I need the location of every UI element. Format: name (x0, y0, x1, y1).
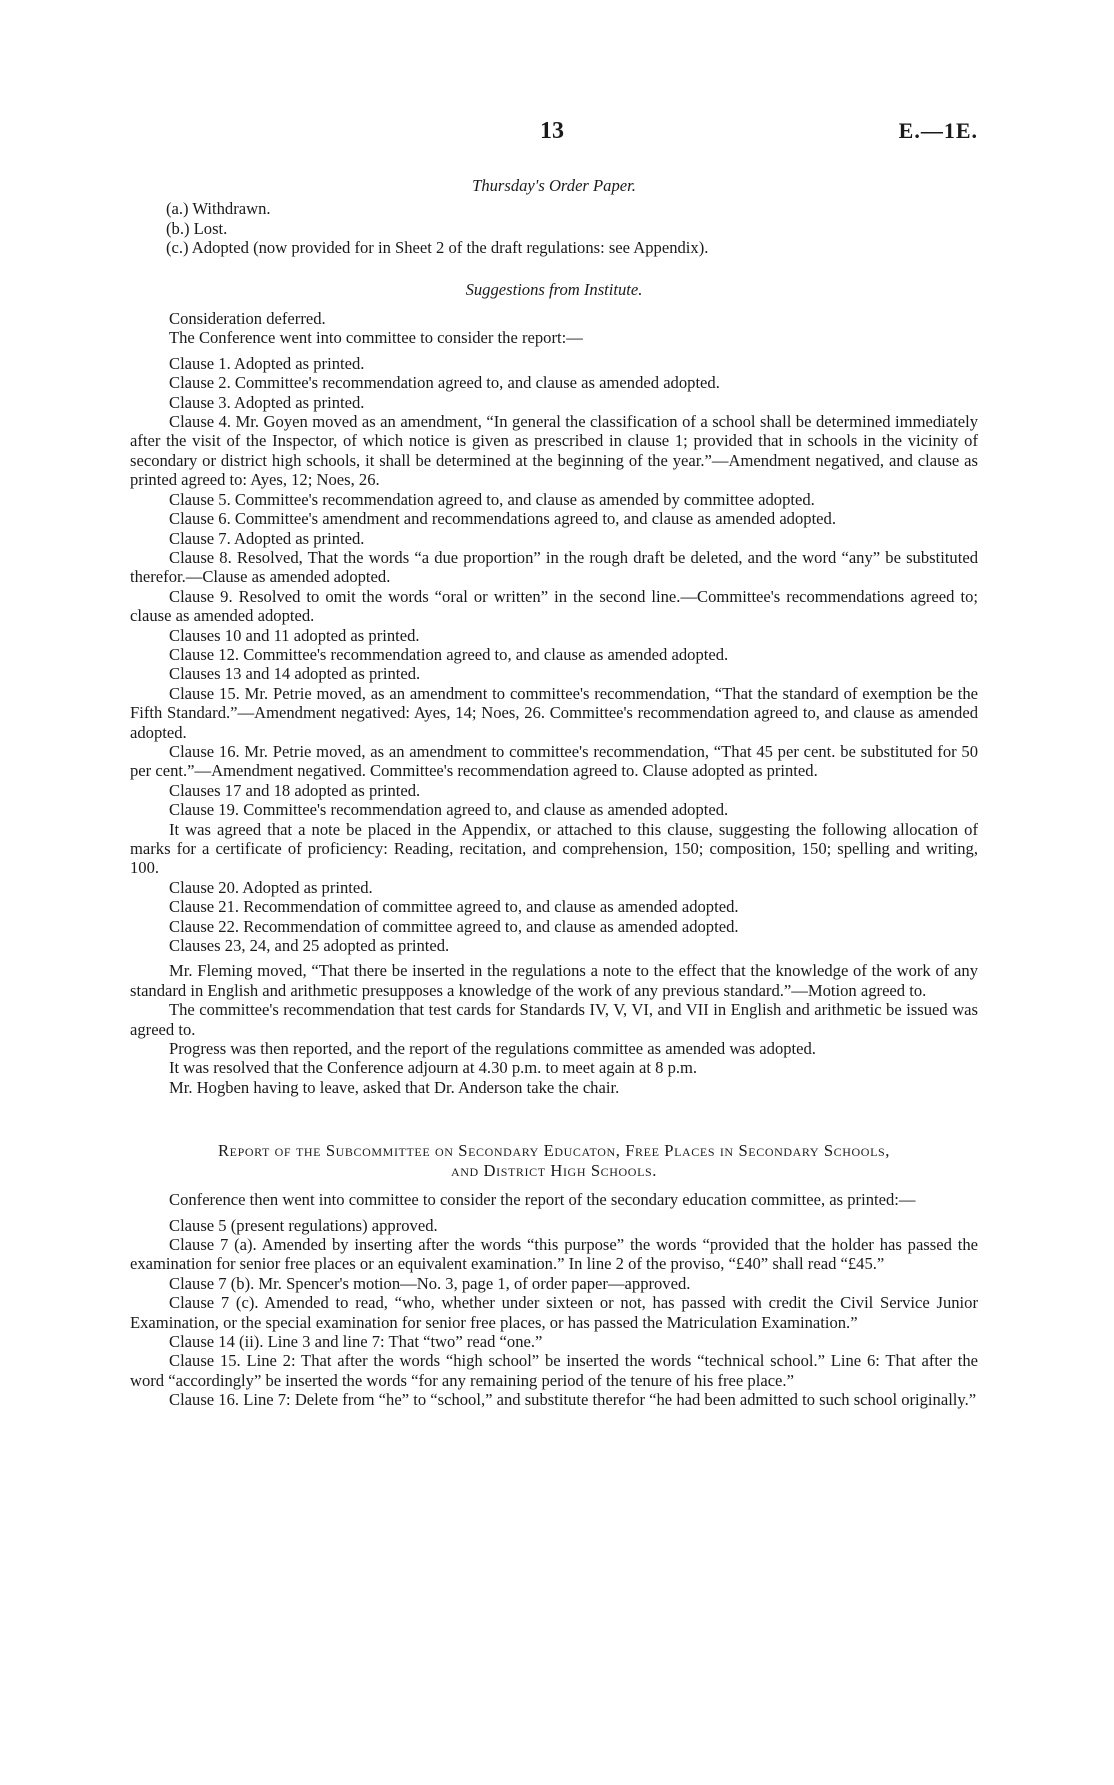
clause-paragraph: Clause 2. Committee's recommendation agreed to, and clause as amended adopted. (169, 373, 720, 393)
clause-paragraph: Clause 1. Adopted as printed. (169, 353, 365, 373)
secondary-paragraph: Clause 14 (ii). Line 3 and line 7: That “two” read “one.” (169, 1331, 543, 1351)
motion-paragraph: Progress was then reported, and the report of the regulations committee as amended was adopted. (169, 1039, 816, 1059)
clause-paragraph: Clauses 13 and 14 adopted as printed. (169, 664, 421, 684)
institute-heading: Suggestions from Institute. (465, 279, 643, 299)
clause-paragraph: Clause 5. Committee's recommendation agreed to, and clause as amended by committee adopted. (169, 489, 815, 509)
thursday-item: (a.) Withdrawn. (166, 199, 271, 219)
clause-paragraph: Clauses 17 and 18 adopted as printed. (169, 780, 421, 800)
secondary-paragraph: Clause 15. Line 2: That after the words “high school” be inserted the words “technical school.” Line 6: That after the word “accordingly” be inserted the words “for any remaining period of the tenure of his free place.” (130, 1351, 978, 1390)
thursday-item: (c.) Adopted (now provided for in Sheet 2 of the draft regulations: see Appendix). (166, 238, 709, 258)
clause-paragraph: Clause 15. Mr. Petrie moved, as an amendment to committee's recommendation, “That the standard of exemption be the Fifth Standard.”—Amendment negatived: Ayes, 14; Noes, 26. Committee's recommendation agreed to, and clause as amended adopted. (130, 683, 978, 742)
document-body (130, 176, 978, 1410)
clause-paragraph: Clauses 10 and 11 adopted as printed. (169, 625, 420, 645)
institute-line: Consideration deferred. (169, 309, 326, 329)
secondary-paragraph: Conference then went into committee to consider the report of the secondary education committee, as printed:— (169, 1190, 916, 1210)
document-reference: E.—1E. (898, 118, 978, 143)
thursday-list (130, 199, 978, 257)
clause-paragraph: Clause 7. Adopted as printed. (169, 528, 365, 548)
clause-paragraph: Clause 4. Mr. Goyen moved as an amendment, “In general the classification of a school shall be determined immediately after the visit of the Inspector, of which notice is given as prescribed in clause 1; provided that in schools in the vicinity of secondary or district high schools, it shall be determined at the beginning of the year.”—Amendment negatived, and clause as printed agreed to: Ayes, 12; Noes, 26. (130, 412, 978, 490)
motion-paragraph: Mr. Hogben having to leave, asked that Dr. Anderson take the chair. (169, 1077, 620, 1097)
secondary-paragraph: Clause 16. Line 7: Delete from “he” to “school,” and substitute therefor “he had been admitted to such school originally.” (169, 1390, 977, 1410)
motion-paragraph: The committee's recommendation that test cards for Standards IV, V, VI, and VII in English and arithmetic be issued was agreed to. (130, 1000, 978, 1039)
page-number: 13 (540, 118, 564, 144)
secondary-paragraph: Clause 5 (present regulations) approved. (169, 1215, 438, 1235)
clause-paragraph: Clause 22. Recommendation of committee agreed to, and clause as amended adopted. (169, 916, 739, 936)
secondary-paragraph: Clause 7 (b). Mr. Spencer's motion—No. 3, page 1, of order paper—approved. (169, 1273, 691, 1293)
clause-paragraph: It was agreed that a note be placed in the Appendix, or attached to this clause, suggesting the following allocation of marks for a certificate of proficiency: Reading, recitation, and comprehension, 150; composition, 150; spelling and writing, 100. (130, 819, 978, 878)
thursday-heading: Thursday's Order Paper. (472, 176, 636, 195)
secondary-heading (130, 1141, 978, 1180)
clause-paragraph: Clause 21. Recommendation of committee agreed to, and clause as amended adopted. (169, 897, 739, 917)
secondary-paragraph: Clause 7 (c). Amended to read, “who, whether under sixteen or not, has passed with credit the Civil Service Junior Examination, or the special examination for senior free places, or has passed the Matriculation Examination.” (130, 1293, 978, 1332)
secondary-paragraph: Clause 7 (a). Amended by inserting after the words “this purpose” the words “provided that the holder has passed the examination for senior free places or an equivalent examination.” In line 2 of the proviso, “£40” shall read “£45.” (130, 1234, 978, 1274)
clause-paragraph: Clause 16. Mr. Petrie moved, as an amendment to committee's recommendation, “That 45 per cent. be substituted for 50 per cent.”—Amendment negatived. Committee's recommendation agreed to. Clause adopted as printed. (130, 741, 978, 781)
secondary-heading-line: Report of the Subcommittee on Secondary Educaton, Free Places in Secondary Schools, (217, 1141, 891, 1161)
clause-paragraph: Clause 8. Resolved, That the words “a due proportion” in the rough draft be deleted, and the word “any” be substituted therefor.—Clause as amended adopted. (130, 547, 978, 587)
page-header (0, 118, 1114, 148)
clause-paragraph: Clause 3. Adopted as printed. (169, 392, 365, 412)
thursday-item: (b.) Lost. (166, 218, 228, 238)
clause-paragraph: Clause 20. Adopted as printed. (169, 877, 373, 897)
clause-paragraph: Clause 6. Committee's amendment and recommendations agreed to, and clause as amended adopted. (169, 509, 836, 529)
clauses-section (130, 354, 978, 956)
after-clauses-section (130, 961, 978, 1097)
clause-paragraph: Clauses 23, 24, and 25 adopted as printed. (169, 936, 450, 956)
clause-paragraph: Clause 19. Committee's recommendation agreed to, and clause as amended adopted. (169, 800, 729, 820)
secondary-heading-line: and District High Schools. (450, 1160, 658, 1180)
secondary-section (130, 1190, 978, 1409)
clause-paragraph: Clause 9. Resolved to omit the words “oral or written” in the second line.—Committee's recommendations agreed to; clause as amended adopted. (130, 586, 978, 626)
institute-line: The Conference went into committee to consider the report:— (169, 328, 583, 348)
motion-paragraph: Mr. Fleming moved, “That there be inserted in the regulations a note to the effect that the knowledge of the work of any standard in English and arithmetic presupposes a knowledge of the work of any previous standard.”—Motion agreed to. (130, 961, 978, 1000)
clause-paragraph: Clause 12. Committee's recommendation agreed to, and clause as amended adopted. (169, 644, 729, 664)
motion-paragraph: It was resolved that the Conference adjourn at 4.30 p.m. to meet again at 8 p.m. (169, 1058, 698, 1078)
